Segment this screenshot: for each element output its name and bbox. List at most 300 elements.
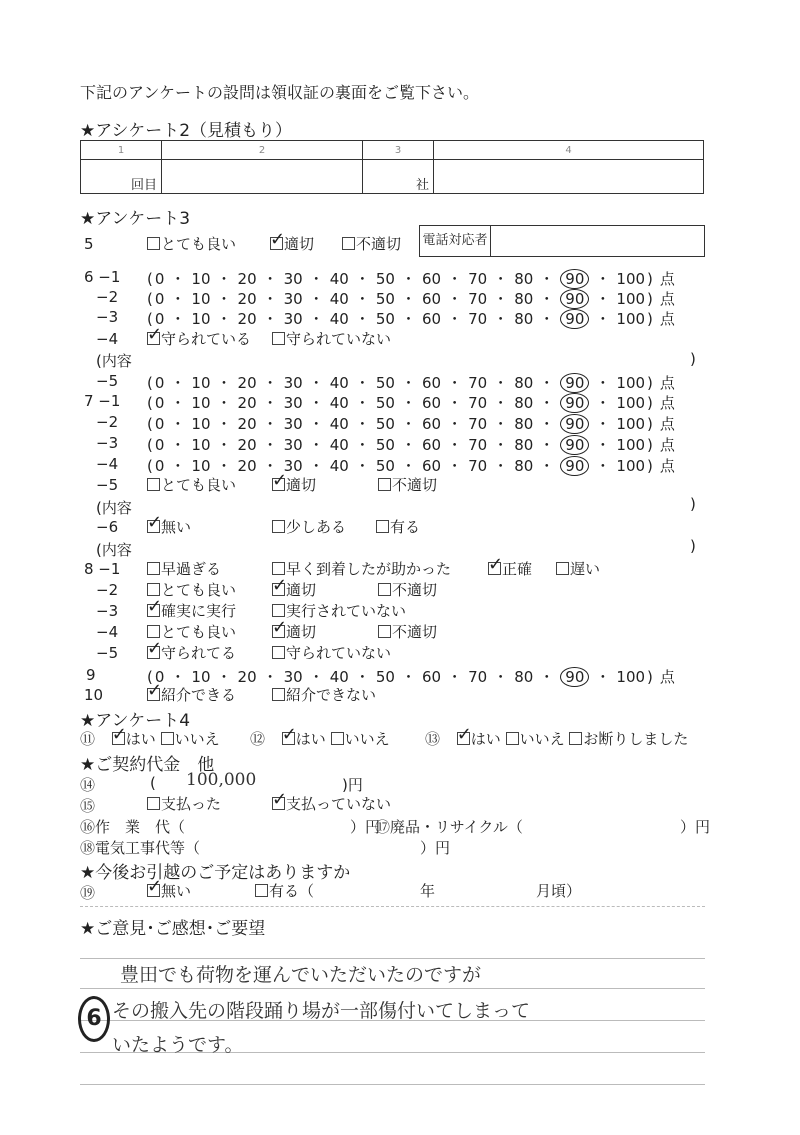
score-separator: ・ xyxy=(539,374,555,392)
checkbox[interactable] xyxy=(255,884,268,897)
score-separator: 点 xyxy=(659,394,675,412)
q8-1-option-0[interactable]: 早過ぎる xyxy=(147,558,221,579)
score-option-50[interactable]: 50 xyxy=(375,457,395,475)
section-title-3: ★アンケート3 xyxy=(80,209,191,229)
score-option-70[interactable]: 70 xyxy=(468,436,488,454)
row-8-5: −5 xyxy=(96,644,119,662)
score-option-10[interactable]: 10 xyxy=(191,668,211,686)
score-separator: ・ xyxy=(262,270,278,288)
score-option-100[interactable]: 100 xyxy=(616,415,646,433)
comment-badge: 6 xyxy=(78,996,110,1042)
q8-2-option-1[interactable]: ✓ 適切 xyxy=(272,579,316,600)
checkbox[interactable] xyxy=(272,332,285,345)
score-option-60[interactable]: 60 xyxy=(421,290,442,308)
q17-label: ⑰廃品・リサイクル（ xyxy=(375,818,523,836)
score-separator: ・ xyxy=(354,374,370,392)
score-separator: ( xyxy=(147,310,153,328)
q8-4-option-2[interactable]: 不適切 xyxy=(378,621,437,642)
score-option-90[interactable]: 90 xyxy=(560,309,589,329)
score-separator: ・ xyxy=(216,457,232,475)
section-title-opinion: ★ご意見･ご感想･ご要望 xyxy=(80,919,266,939)
divider xyxy=(80,906,705,907)
score-option-70[interactable]: 70 xyxy=(468,310,488,328)
score-separator: ・ xyxy=(262,394,278,412)
row-9: 9 xyxy=(86,666,96,684)
q7-5-option-2[interactable]: 不適切 xyxy=(378,474,437,495)
checkbox-checked[interactable] xyxy=(272,625,285,638)
score-option-90[interactable]: 90 xyxy=(560,289,589,309)
section-title-4: ★アンケート4 xyxy=(80,711,191,731)
score-option-0[interactable]: 0 xyxy=(154,290,165,308)
score-separator: ・ xyxy=(493,415,509,433)
score-separator: ・ xyxy=(354,457,370,475)
score-separator: ・ xyxy=(447,374,463,392)
score-option-70[interactable]: 70 xyxy=(468,457,488,475)
score-separator: ・ xyxy=(170,290,186,308)
score-separator: ・ xyxy=(447,290,463,308)
score-option-20[interactable]: 20 xyxy=(237,374,257,392)
q7-6-option-2[interactable]: 有る xyxy=(376,516,420,537)
q18-close: ）円 xyxy=(420,839,451,857)
score-option-0[interactable]: 0 xyxy=(154,374,165,392)
score-separator: ・ xyxy=(595,415,611,433)
checkbox[interactable] xyxy=(506,732,519,745)
score-option-20[interactable]: 20 xyxy=(237,415,257,433)
score-separator: ・ xyxy=(447,394,463,412)
score-separator: ( xyxy=(147,270,153,288)
score-separator: ・ xyxy=(400,290,416,308)
score-option-20[interactable]: 20 xyxy=(237,394,257,412)
checkbox[interactable] xyxy=(147,583,160,596)
cell-4[interactable] xyxy=(434,160,704,194)
q15-option-0[interactable]: 支払った xyxy=(147,793,221,814)
score-option-80[interactable]: 80 xyxy=(514,394,534,412)
score-separator: ( xyxy=(147,436,153,454)
score-option-0[interactable]: 0 xyxy=(154,457,165,475)
score-scale-7-1 xyxy=(146,392,676,413)
score-option-10[interactable]: 10 xyxy=(191,394,211,412)
score-option-30[interactable]: 30 xyxy=(283,668,303,686)
q8-1-option-3[interactable]: 遅い xyxy=(556,558,600,579)
row-8-1: 8 −1 xyxy=(84,560,121,578)
score-option-60[interactable]: 60 xyxy=(421,374,442,392)
checkbox[interactable] xyxy=(342,237,355,250)
score-separator: ・ xyxy=(595,374,611,392)
score-separator: 点 xyxy=(659,290,675,308)
checkbox-checked[interactable] xyxy=(282,732,295,745)
score-separator: ・ xyxy=(170,436,186,454)
score-option-50[interactable]: 50 xyxy=(375,394,395,412)
score-option-20[interactable]: 20 xyxy=(237,310,257,328)
score-separator: ・ xyxy=(216,290,232,308)
score-separator: ) xyxy=(647,394,653,412)
score-separator: ・ xyxy=(539,270,555,288)
score-separator: ・ xyxy=(493,436,509,454)
score-option-90[interactable]: 90 xyxy=(560,414,589,434)
count-cell[interactable]: 回目 xyxy=(81,160,162,194)
q16-close: ）円 xyxy=(350,818,381,836)
checkbox[interactable] xyxy=(272,520,285,533)
comment-rule xyxy=(80,958,705,959)
checkbox[interactable] xyxy=(331,732,344,745)
checkbox[interactable] xyxy=(378,478,391,491)
score-option-40[interactable]: 40 xyxy=(329,394,349,412)
score-separator: ・ xyxy=(539,415,555,433)
checkbox-checked[interactable] xyxy=(457,732,470,745)
score-option-40[interactable]: 40 xyxy=(329,290,349,308)
score-separator: ・ xyxy=(539,394,555,412)
company-cell[interactable]: 社 xyxy=(363,160,434,194)
table-col-4: 4 xyxy=(434,141,704,160)
checkbox-checked[interactable] xyxy=(270,237,283,250)
score-option-90[interactable]: 90 xyxy=(560,269,589,289)
score-option-100[interactable]: 100 xyxy=(616,270,646,288)
content-close: ) xyxy=(690,350,696,368)
checkbox[interactable] xyxy=(147,562,160,575)
score-option-30[interactable]: 30 xyxy=(283,270,303,288)
score-option-10[interactable]: 10 xyxy=(191,310,211,328)
score-option-100[interactable]: 100 xyxy=(616,310,646,328)
score-option-40[interactable]: 40 xyxy=(329,436,349,454)
score-option-10[interactable]: 10 xyxy=(191,457,211,475)
checkbox[interactable] xyxy=(569,732,582,745)
score-separator: 点 xyxy=(659,436,675,454)
tel-responder-label: 電話対応者 xyxy=(420,226,491,256)
score-option-30[interactable]: 30 xyxy=(283,290,303,308)
q7-6-option-0[interactable]: ✓ 無い xyxy=(147,516,191,537)
score-separator: ・ xyxy=(447,270,463,288)
score-scale-7-4 xyxy=(146,455,676,476)
checkbox[interactable] xyxy=(147,625,160,638)
score-separator: ・ xyxy=(400,270,416,288)
score-separator: ・ xyxy=(216,270,232,288)
score-scale-7-3 xyxy=(146,434,676,455)
table-col-3: 3 xyxy=(363,141,434,160)
score-option-100[interactable]: 100 xyxy=(616,668,646,686)
score-option-0[interactable]: 0 xyxy=(154,436,165,454)
comment-line-1: 豊田でも荷物を運んでいただいたのですが xyxy=(120,964,482,986)
score-separator: ・ xyxy=(216,310,232,328)
score-separator: ) xyxy=(647,310,653,328)
score-option-20[interactable]: 20 xyxy=(237,290,257,308)
score-separator: ・ xyxy=(308,374,324,392)
checkbox-checked[interactable] xyxy=(147,688,160,701)
score-separator: ・ xyxy=(308,668,324,686)
q19-number: ⑲ xyxy=(80,884,96,902)
score-option-20[interactable]: 20 xyxy=(237,457,257,475)
score-separator: ・ xyxy=(262,374,278,392)
q15-option-1[interactable]: ✓ 支払っていない xyxy=(272,793,391,814)
score-option-100[interactable]: 100 xyxy=(616,290,646,308)
score-option-60[interactable]: 60 xyxy=(421,394,442,412)
checkbox[interactable] xyxy=(147,478,160,491)
score-option-40[interactable]: 40 xyxy=(329,457,349,475)
contract-amount[interactable]: 100,000 xyxy=(186,770,257,790)
score-option-30[interactable]: 30 xyxy=(283,457,303,475)
score-separator: ・ xyxy=(354,270,370,288)
score-option-30[interactable]: 30 xyxy=(283,394,303,412)
score-option-40[interactable]: 40 xyxy=(329,310,349,328)
score-option-80[interactable]: 80 xyxy=(514,270,534,288)
row-10: 10 xyxy=(84,686,104,704)
row-7-4: −4 xyxy=(96,455,119,473)
score-option-70[interactable]: 70 xyxy=(468,270,488,288)
score-separator: ・ xyxy=(493,374,509,392)
score-option-90[interactable]: 90 xyxy=(560,393,589,413)
score-option-0[interactable]: 0 xyxy=(154,668,165,686)
checkbox[interactable] xyxy=(272,562,285,575)
q8-2-option-0[interactable]: とても良い xyxy=(147,579,236,600)
content-close: ) xyxy=(690,537,696,555)
score-separator: ・ xyxy=(216,394,232,412)
score-option-10[interactable]: 10 xyxy=(191,290,211,308)
score-separator: ・ xyxy=(595,270,611,288)
score-option-80[interactable]: 80 xyxy=(514,374,534,392)
q8-4-option-1[interactable]: ✓ 適切 xyxy=(272,621,316,642)
score-option-70[interactable]: 70 xyxy=(468,394,488,412)
score-option-20[interactable]: 20 xyxy=(237,436,257,454)
q19-option-1[interactable]: 有る（ xyxy=(255,880,314,901)
score-option-10[interactable]: 10 xyxy=(191,415,211,433)
row-6-2: −2 xyxy=(96,288,119,306)
q5-option-0[interactable]: とても良い xyxy=(147,233,236,254)
score-separator: ・ xyxy=(493,270,509,288)
checkbox[interactable] xyxy=(147,237,160,250)
score-option-60[interactable]: 60 xyxy=(421,310,442,328)
checkbox[interactable] xyxy=(378,583,391,596)
score-option-80[interactable]: 80 xyxy=(514,290,534,308)
section-title-price: ★ご契約代金 他 xyxy=(80,755,215,775)
score-separator: ( xyxy=(147,374,153,392)
comment-line-2: その搬入先の階段踊り場が一部傷付いてしまって xyxy=(112,1000,531,1022)
row-6-1: 6 −1 xyxy=(84,268,121,286)
row-6-5: −5 xyxy=(96,372,119,390)
checkbox-checked[interactable] xyxy=(147,884,160,897)
score-separator: ・ xyxy=(170,270,186,288)
checkbox[interactable] xyxy=(272,688,285,701)
score-option-60[interactable]: 60 xyxy=(421,436,442,454)
score-separator: ・ xyxy=(595,668,611,686)
score-option-0[interactable]: 0 xyxy=(154,270,165,288)
score-separator: ・ xyxy=(354,668,370,686)
score-option-70[interactable]: 70 xyxy=(468,668,488,686)
score-separator: ・ xyxy=(447,310,463,328)
score-separator: ・ xyxy=(539,310,555,328)
checkbox[interactable] xyxy=(161,732,174,745)
checkbox-checked[interactable] xyxy=(147,520,160,533)
checkbox-checked[interactable] xyxy=(147,646,160,659)
score-separator: ) xyxy=(647,270,653,288)
score-separator: ・ xyxy=(170,415,186,433)
checkbox[interactable] xyxy=(147,797,160,810)
score-separator: ・ xyxy=(262,668,278,686)
score-option-100[interactable]: 100 xyxy=(616,457,646,475)
score-option-10[interactable]: 10 xyxy=(191,270,211,288)
score-separator: ・ xyxy=(493,668,509,686)
score-option-70[interactable]: 70 xyxy=(468,290,488,308)
score-separator: ) xyxy=(647,415,653,433)
q8-3-option-1[interactable]: 実行されていない xyxy=(272,600,406,621)
score-option-90[interactable]: 90 xyxy=(560,435,589,455)
score-option-40[interactable]: 40 xyxy=(329,668,349,686)
q10-option-0[interactable]: ✓ 紹介できる xyxy=(147,684,236,705)
score-option-0[interactable]: 0 xyxy=(154,310,165,328)
score-separator: ・ xyxy=(595,436,611,454)
score-option-50[interactable]: 50 xyxy=(375,374,395,392)
score-option-50[interactable]: 50 xyxy=(375,415,395,433)
q8-1-option-2[interactable]: ✓ 正確 xyxy=(488,558,532,579)
score-separator: ・ xyxy=(354,415,370,433)
score-option-60[interactable]: 60 xyxy=(421,668,442,686)
q18-label: ⑱電気工事代等（ xyxy=(80,839,201,857)
score-separator: ・ xyxy=(308,457,324,475)
q19-option-0[interactable]: ✓ 無い xyxy=(147,880,191,901)
score-separator: ・ xyxy=(447,415,463,433)
score-option-90[interactable]: 90 xyxy=(560,667,589,687)
section-title-move: ★今後お引越のご予定はありますか xyxy=(80,863,351,883)
score-option-60[interactable]: 60 xyxy=(421,457,442,475)
score-option-0[interactable]: 0 xyxy=(154,415,165,433)
q19-month: 月頃） xyxy=(536,882,582,900)
score-option-80[interactable]: 80 xyxy=(514,415,534,433)
score-option-50[interactable]: 50 xyxy=(375,436,395,454)
score-option-50[interactable]: 50 xyxy=(375,270,395,288)
score-separator: ・ xyxy=(539,668,555,686)
content-label: (内容 xyxy=(96,352,132,370)
score-option-60[interactable]: 60 xyxy=(421,415,442,433)
checkbox-checked[interactable] xyxy=(272,478,285,491)
q5-number: 5 xyxy=(84,235,94,253)
score-option-100[interactable]: 100 xyxy=(616,374,646,392)
score-option-40[interactable]: 40 xyxy=(329,374,349,392)
score-option-90[interactable]: 90 xyxy=(560,373,589,393)
q10-option-1[interactable]: 紹介できない xyxy=(272,684,376,705)
checkbox[interactable] xyxy=(378,625,391,638)
score-separator: ・ xyxy=(308,415,324,433)
comment-rule xyxy=(80,988,705,989)
q6-4-option-1[interactable]: 守られていない xyxy=(272,328,391,349)
tel-responder-field[interactable] xyxy=(419,225,705,257)
q7-5-option-0[interactable]: とても良い xyxy=(147,474,236,495)
q8-3-option-0[interactable]: ✓ 確実に実行 xyxy=(147,600,236,621)
section-title-2: ★アシケート2（見積もり） xyxy=(80,121,293,141)
score-option-70[interactable]: 70 xyxy=(468,415,488,433)
score-separator: ・ xyxy=(308,290,324,308)
row-7-3: −3 xyxy=(96,434,119,452)
checkbox[interactable] xyxy=(376,520,389,533)
checkbox[interactable] xyxy=(272,604,285,617)
score-separator: ・ xyxy=(493,457,509,475)
score-separator: ・ xyxy=(216,436,232,454)
score-option-0[interactable]: 0 xyxy=(154,394,165,412)
score-option-80[interactable]: 80 xyxy=(514,668,534,686)
score-option-20[interactable]: 20 xyxy=(237,270,257,288)
row-7-6: −6 xyxy=(96,518,119,536)
score-separator: ・ xyxy=(170,668,186,686)
score-separator: ・ xyxy=(493,310,509,328)
score-separator: ・ xyxy=(493,394,509,412)
q5-option-1[interactable]: ✓ 適切 xyxy=(270,233,314,254)
score-option-100[interactable]: 100 xyxy=(616,436,646,454)
score-separator: ・ xyxy=(400,374,416,392)
q8-5-option-0[interactable]: ✓ 守られてる xyxy=(147,642,236,663)
score-separator: ( xyxy=(147,668,153,686)
score-option-10[interactable]: 10 xyxy=(191,374,211,392)
score-option-80[interactable]: 80 xyxy=(514,457,534,475)
score-separator: 点 xyxy=(659,415,675,433)
content-label: (内容 xyxy=(96,541,132,559)
score-option-50[interactable]: 50 xyxy=(375,290,395,308)
row-6-3: −3 xyxy=(96,308,119,326)
row-7-1: 7 −1 xyxy=(84,392,121,410)
score-separator: ・ xyxy=(170,457,186,475)
score-separator: ・ xyxy=(308,394,324,412)
score-option-80[interactable]: 80 xyxy=(514,436,534,454)
score-separator: 点 xyxy=(659,457,675,475)
score-separator: ) xyxy=(647,457,653,475)
q7-5-option-1[interactable]: ✓ 適切 xyxy=(272,474,316,495)
score-scale-6-5 xyxy=(146,372,676,393)
score-option-30[interactable]: 30 xyxy=(283,310,303,328)
score-separator: 点 xyxy=(659,374,675,392)
score-separator: ・ xyxy=(170,374,186,392)
score-option-40[interactable]: 40 xyxy=(329,415,349,433)
q6-4-option-0[interactable]: ✓ 守られている xyxy=(147,328,251,349)
checkbox[interactable] xyxy=(556,562,569,575)
row-7-2: −2 xyxy=(96,413,119,431)
q5-option-2[interactable]: 不適切 xyxy=(342,233,401,254)
checkbox-checked[interactable] xyxy=(488,562,501,575)
score-separator: 点 xyxy=(659,668,675,686)
score-separator: ・ xyxy=(493,290,509,308)
score-option-70[interactable]: 70 xyxy=(468,374,488,392)
q8-1-option-1[interactable]: 早く到着したが助かった xyxy=(272,558,451,579)
score-separator: ・ xyxy=(595,290,611,308)
score-option-50[interactable]: 50 xyxy=(375,668,395,686)
table-col-2: 2 xyxy=(162,141,363,160)
q7-6-option-1[interactable]: 少しある xyxy=(272,516,346,537)
cell-2[interactable] xyxy=(162,160,363,194)
score-separator: ・ xyxy=(595,310,611,328)
score-option-30[interactable]: 30 xyxy=(283,415,303,433)
score-separator: 点 xyxy=(659,270,675,288)
score-option-30[interactable]: 30 xyxy=(283,374,303,392)
score-option-10[interactable]: 10 xyxy=(191,436,211,454)
checkbox-checked[interactable] xyxy=(112,732,125,745)
checkbox-checked[interactable] xyxy=(272,797,285,810)
score-option-50[interactable]: 50 xyxy=(375,310,395,328)
score-option-90[interactable]: 90 xyxy=(560,456,589,476)
score-option-20[interactable]: 20 xyxy=(237,668,257,686)
score-separator: ・ xyxy=(170,394,186,412)
checkbox-checked[interactable] xyxy=(147,332,160,345)
q8-2-option-2[interactable]: 不適切 xyxy=(378,579,437,600)
q8-4-option-0[interactable]: とても良い xyxy=(147,621,236,642)
comment-rule xyxy=(80,1084,705,1085)
q8-5-option-1[interactable]: 守られていない xyxy=(272,642,391,663)
score-option-30[interactable]: 30 xyxy=(283,436,303,454)
score-option-60[interactable]: 60 xyxy=(421,270,442,288)
checkbox[interactable] xyxy=(272,646,285,659)
score-separator: ・ xyxy=(354,290,370,308)
score-option-100[interactable]: 100 xyxy=(616,394,646,412)
checkbox-checked[interactable] xyxy=(272,583,285,596)
score-separator: ・ xyxy=(539,290,555,308)
checkbox-checked[interactable] xyxy=(147,604,160,617)
score-option-40[interactable]: 40 xyxy=(329,270,349,288)
score-option-80[interactable]: 80 xyxy=(514,310,534,328)
score-separator: ・ xyxy=(308,270,324,288)
